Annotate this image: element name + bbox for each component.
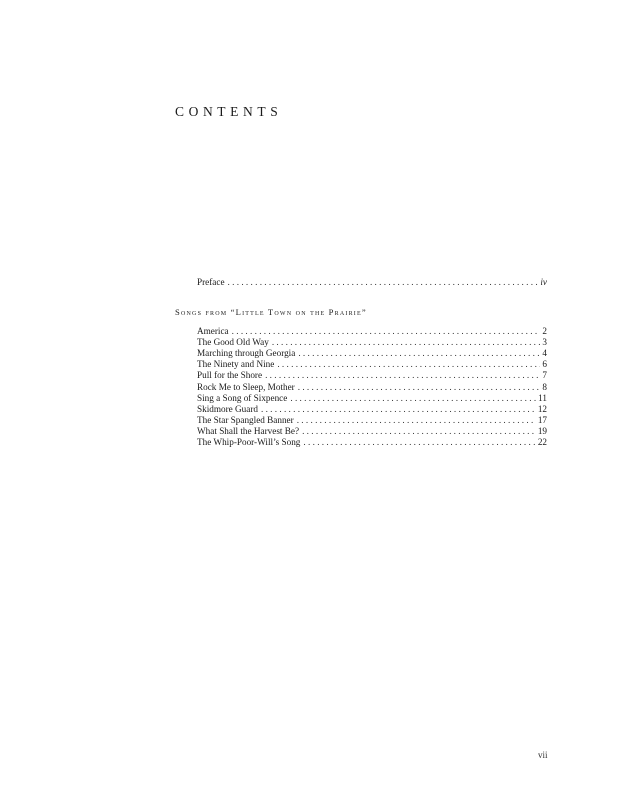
dot-leader bbox=[232, 326, 541, 337]
toc-entry-page: 7 bbox=[542, 370, 547, 381]
section-heading: Songs from “Little Town on the Prairie” bbox=[175, 307, 367, 317]
dot-leader bbox=[261, 404, 536, 415]
toc-entry-page: 4 bbox=[542, 348, 547, 359]
dot-leader bbox=[277, 359, 540, 370]
toc-entry-page: 11 bbox=[538, 392, 547, 403]
dot-leader bbox=[272, 337, 541, 348]
toc-entry[interactable] bbox=[197, 426, 547, 437]
toc-entry[interactable] bbox=[197, 359, 547, 370]
toc-entry-page: 17 bbox=[537, 414, 547, 425]
toc-entry-label: The Good Old Way bbox=[197, 337, 269, 348]
toc-entry-preface[interactable] bbox=[197, 277, 547, 288]
page-title: CONTENTS bbox=[175, 104, 283, 119]
toc-entry-page: 12 bbox=[537, 403, 547, 414]
dot-leader bbox=[297, 415, 536, 426]
toc-entry-page: 2 bbox=[542, 326, 547, 336]
toc-entry-label: What Shall the Harvest Be? bbox=[197, 425, 300, 436]
toc-entry[interactable] bbox=[197, 348, 547, 359]
dot-leader bbox=[265, 370, 540, 381]
toc-entry-page: 22 bbox=[537, 437, 547, 447]
toc-entry-label: Pull for the Shore bbox=[197, 370, 263, 381]
toc-entry-label: Rock Me to Sleep, Mother bbox=[197, 381, 295, 392]
toc-entry[interactable] bbox=[197, 437, 547, 448]
toc-entry[interactable] bbox=[197, 382, 547, 393]
toc-entry-label: Skidmore Guard bbox=[197, 403, 258, 414]
dot-leader bbox=[298, 382, 541, 393]
toc-entry-page: 19 bbox=[537, 425, 547, 436]
toc-entry-label: Sing a Song of Sixpence bbox=[197, 392, 288, 403]
toc-entry-page: iv bbox=[540, 277, 547, 287]
toc-entry-label: The Ninety and Nine bbox=[197, 359, 275, 370]
toc-entry-label: Preface bbox=[197, 277, 225, 287]
toc-entry-label: The Whip-Poor-Will’s Song bbox=[197, 437, 301, 447]
toc-entry-page: 3 bbox=[542, 337, 547, 348]
page-number: vii bbox=[538, 750, 548, 760]
dot-leader bbox=[302, 426, 536, 437]
toc-entry-label: America bbox=[197, 326, 229, 336]
toc-entry-page: 6 bbox=[542, 359, 547, 370]
dot-leader bbox=[228, 277, 539, 288]
toc-entry[interactable] bbox=[197, 404, 547, 415]
toc-entry[interactable] bbox=[197, 326, 547, 337]
dot-leader bbox=[290, 393, 536, 404]
dot-leader bbox=[298, 348, 540, 359]
toc-entry[interactable] bbox=[197, 337, 547, 348]
toc-entry[interactable] bbox=[197, 415, 547, 426]
toc-entry-page: 8 bbox=[542, 381, 547, 392]
toc-entry-label: The Star Spangled Banner bbox=[197, 414, 294, 425]
dot-leader bbox=[303, 437, 535, 448]
toc-entry-label: Marching through Georgia bbox=[197, 348, 296, 359]
toc-entry[interactable] bbox=[197, 370, 547, 381]
toc-entry[interactable] bbox=[197, 393, 547, 404]
